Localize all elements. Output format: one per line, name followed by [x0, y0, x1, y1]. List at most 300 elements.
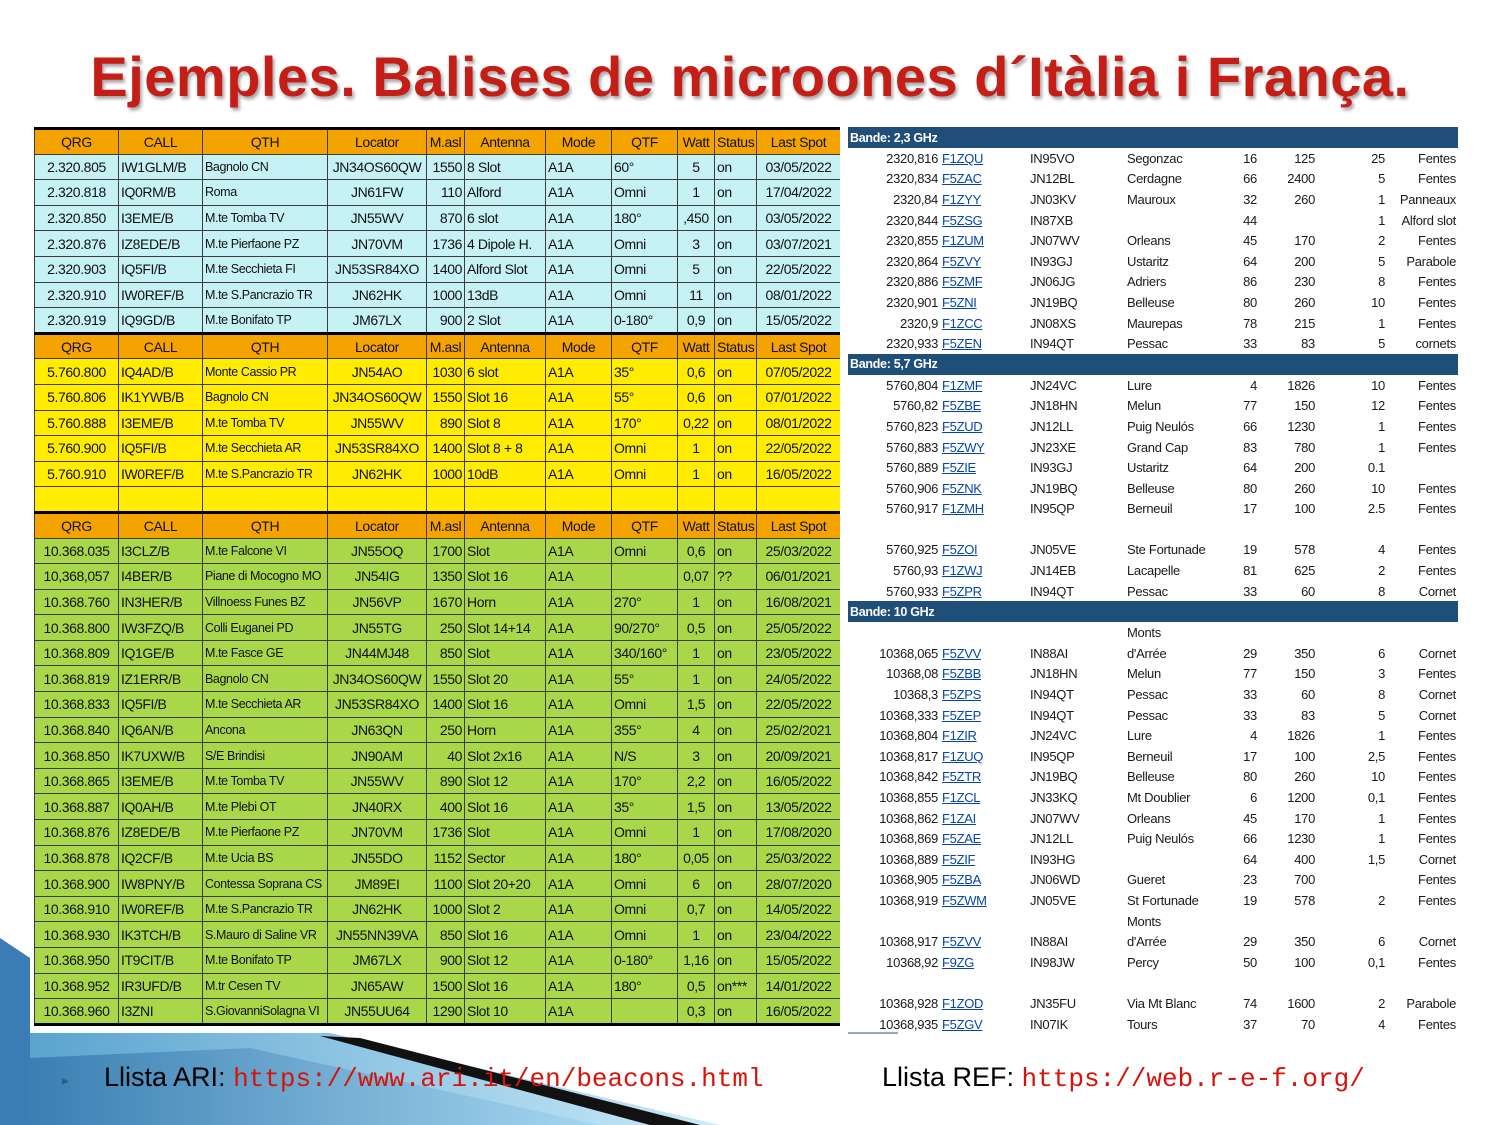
cell-callsign[interactable]: F1ZUM: [942, 233, 984, 249]
cell-qtf: 180°: [612, 845, 678, 871]
cell-callsign[interactable]: F1ZAI: [942, 810, 976, 826]
cell-qtf: N/S: [612, 743, 678, 769]
cell-qth: M.te S.Pancrazio TR: [203, 282, 328, 308]
cell-qrg: 10.368.910: [35, 896, 119, 922]
cell-locator: IN88AI: [1030, 645, 1068, 661]
cell-masl: 1000: [427, 282, 465, 308]
cell-watt: 11: [678, 282, 715, 308]
cell-callsign[interactable]: F5ZUD: [942, 418, 983, 434]
cell-masl: 1550: [427, 154, 465, 180]
cell-frequency: 5760,883: [886, 439, 938, 455]
cell-dept: 37: [1243, 1016, 1257, 1032]
cell-power: 10: [1371, 480, 1385, 496]
empty-cell: [612, 487, 678, 513]
cell-dept: 45: [1243, 233, 1257, 249]
italy-beacon-table-container: [34, 127, 840, 1040]
cell-last-spot: 28/07/2020: [757, 871, 841, 897]
cell-callsign[interactable]: F5ZAC: [942, 171, 982, 187]
cell-masl: 850: [427, 640, 465, 666]
cell-qtf: 60°: [612, 154, 678, 180]
column-header-locator: Locator: [328, 129, 427, 155]
cell-last-spot: 25/03/2022: [757, 538, 841, 564]
cell-qtf: Omni: [612, 231, 678, 257]
table-row: [848, 849, 1458, 870]
cell-dept: 74: [1243, 995, 1257, 1011]
cell-qrg: 10.368.850: [35, 743, 119, 769]
cell-qth: M.te Secchieta FI: [203, 256, 328, 282]
cell-locator: JN12LL: [1030, 831, 1074, 847]
cell-callsign[interactable]: F5ZAE: [942, 831, 981, 847]
cell-last-spot: 20/09/2021: [757, 743, 841, 769]
cell-qrg: 5.760.910: [35, 461, 119, 487]
column-header-antenna: Antenna: [465, 512, 546, 538]
cell-locator: [1028, 911, 1125, 932]
cell-callsign[interactable]: F9ZG: [942, 954, 975, 970]
cell-status: ??: [715, 564, 757, 590]
cell-watt: 3: [678, 231, 715, 257]
cell-call: IK3TCH/B: [119, 922, 203, 948]
table-row: [848, 416, 1458, 437]
cell-callsign[interactable]: F1ZYY: [942, 191, 981, 207]
cell-location: [1125, 849, 1229, 870]
cell-status: on: [715, 820, 757, 846]
cell-altitude: 578: [1294, 542, 1315, 558]
cell-antenna: Parabole: [1406, 253, 1456, 269]
table-row: [848, 993, 1458, 1014]
cell-locator: JN19BQ: [1030, 769, 1078, 785]
table-row: [848, 870, 1458, 891]
cell-dept: 16: [1243, 150, 1257, 166]
cell-status: on: [715, 282, 757, 308]
cell-last-spot: 03/07/2021: [757, 231, 841, 257]
cell-frequency: 2320,901: [886, 294, 938, 310]
cell-location: Melun: [1127, 666, 1161, 682]
cell-antenna: Cornet: [1418, 645, 1456, 661]
cell-power: 1: [1378, 418, 1385, 434]
cell-callsign[interactable]: F5ZEP: [942, 707, 981, 723]
cell-antenna: Fentes: [1418, 748, 1456, 764]
cell-callsign[interactable]: F5ZWY: [942, 439, 985, 455]
cell-qtf: 90/270°: [612, 615, 678, 641]
band-label: Bande: 5,7 GHz: [848, 354, 1458, 375]
cell-power: 3: [1378, 666, 1385, 682]
cell-locator: IN07IK: [1030, 1016, 1068, 1032]
italy-beacon-table: [34, 127, 840, 1026]
cell-masl: 1030: [427, 359, 465, 385]
column-header-call: CALL: [119, 333, 203, 359]
cell-locator: JN06WD: [1030, 872, 1081, 888]
cell-altitude: 260: [1294, 769, 1315, 785]
table-row: [848, 292, 1458, 313]
column-header-masl: M.asl: [427, 129, 465, 155]
cell-antenna: Slot 20+20: [465, 871, 546, 897]
table-row: [848, 148, 1458, 169]
table-row: [848, 499, 1458, 520]
cell-callsign[interactable]: F5ZBA: [942, 872, 981, 888]
cell-call: IZ8EDE/B: [119, 231, 203, 257]
table-row: [848, 890, 1458, 911]
cell-dept: 6: [1250, 790, 1257, 806]
cell-watt: 0,9: [678, 308, 715, 334]
cell-watt: 2,2: [678, 768, 715, 794]
band-label: Bande: 10 GHz: [848, 601, 1458, 622]
cell-callsign[interactable]: F5ZSG: [942, 212, 983, 228]
cell-qtf: Omni: [612, 282, 678, 308]
cell-watt: 1: [678, 666, 715, 692]
cell-callsign[interactable]: F5ZBE: [942, 398, 981, 414]
cell-qtf: Omni: [612, 538, 678, 564]
cell-mode: A1A: [546, 973, 612, 999]
cell-callsign[interactable]: F5ZBB: [942, 666, 981, 682]
cell-power: 12: [1371, 398, 1385, 414]
cell-callsign[interactable]: F1ZWJ: [942, 563, 983, 579]
cell-altitude: 260: [1294, 294, 1315, 310]
cell-locator: JN44MJ48: [328, 640, 427, 666]
cell-last-spot: 16/05/2022: [757, 461, 841, 487]
cell-altitude: 100: [1294, 501, 1315, 517]
cell-status: on: [715, 845, 757, 871]
cell-callsign[interactable]: F5ZVV: [942, 934, 981, 950]
table-header-row: [35, 512, 841, 538]
cell-qrg: 10.368.950: [35, 948, 119, 974]
cell-locator: [1028, 519, 1125, 540]
column-header-qtf: QTF: [612, 129, 678, 155]
cell-mode: A1A: [546, 564, 612, 590]
cell-locator: IN93GJ: [1030, 460, 1073, 476]
cell-antenna: cornets: [1415, 336, 1456, 352]
column-header-locator: Locator: [328, 512, 427, 538]
column-header-mode: Mode: [546, 512, 612, 538]
cell-status: on: [715, 538, 757, 564]
cell-frequency: 10368,855: [879, 790, 938, 806]
cell-antenna: Fentes: [1418, 1016, 1456, 1032]
cell-locator: JM67LX: [328, 948, 427, 974]
cell-qth: S.GiovanniSolagna VI: [203, 999, 328, 1025]
cell-frequency: 5760,906: [886, 480, 938, 496]
table-row: [35, 717, 841, 743]
cell-qrg: 10.368.840: [35, 717, 119, 743]
cell-status: on: [715, 231, 757, 257]
cell-power: [1317, 519, 1387, 540]
cell-locator: IN94QT: [1030, 687, 1074, 703]
cell-power: [1317, 870, 1387, 891]
cell-locator: JN62HK: [328, 461, 427, 487]
cell-qtf: 55°: [612, 384, 678, 410]
ari-link[interactable]: https://www.ari.it/en/beacons.html: [233, 1064, 764, 1094]
cell-frequency: 10368,919: [879, 892, 938, 908]
cell-dept: 44: [1243, 212, 1257, 228]
cell-power: 1: [1378, 810, 1385, 826]
cell-callsign[interactable]: F5ZVV: [942, 645, 981, 661]
cell-call: IW0REF/B: [119, 461, 203, 487]
table-row: [848, 251, 1458, 272]
cell-frequency: 2320,864: [886, 253, 938, 269]
cell-callsign[interactable]: F5ZMF: [942, 274, 983, 290]
table-row: [35, 205, 841, 231]
cell-qth: M.te S.Pancrazio TR: [203, 461, 328, 487]
cell-last-spot: 17/04/2022: [757, 180, 841, 206]
cell-antenna: Fentes: [1418, 769, 1456, 785]
column-header-masl: M.asl: [427, 333, 465, 359]
cell-last-spot: 03/05/2022: [757, 205, 841, 231]
cell-mode: A1A: [546, 768, 612, 794]
cell-altitude: 1826: [1287, 728, 1315, 744]
cell-dept: 77: [1243, 398, 1257, 414]
cell-masl: 1400: [427, 692, 465, 718]
table-row: [35, 256, 841, 282]
cell-callsign[interactable]: F5ZWM: [942, 892, 987, 908]
cell-status: on: [715, 461, 757, 487]
cell-antenna: [1387, 457, 1458, 478]
column-header-antenna: Antenna: [465, 333, 546, 359]
cell-callsign[interactable]: F5ZTR: [942, 769, 981, 785]
cell-callsign[interactable]: F5ZNI: [942, 294, 977, 310]
cell-call: I3ZNI: [119, 999, 203, 1025]
cell-locator: JN55DO: [328, 845, 427, 871]
cell-altitude: 170: [1294, 233, 1315, 249]
cell-antenna: [1387, 622, 1458, 643]
cell-last-spot: 14/05/2022: [757, 896, 841, 922]
cell-qtf: Omni: [612, 922, 678, 948]
table-row: [848, 622, 1458, 643]
cell-antenna: Horn: [465, 589, 546, 615]
cell-altitude: 2400: [1287, 171, 1315, 187]
cell-callsign[interactable]: F5ZGV: [942, 1016, 983, 1032]
cell-antenna: Fentes: [1418, 315, 1456, 331]
column-header-qth: QTH: [203, 129, 328, 155]
cell-masl: 1000: [427, 896, 465, 922]
cell-watt: 0,5: [678, 973, 715, 999]
cell-antenna: 4 Dipole H.: [465, 231, 546, 257]
table-row: [848, 230, 1458, 251]
cell-qrg: 2.320.903: [35, 256, 119, 282]
cell-locator: JN34OS60QW: [328, 154, 427, 180]
cell-qth: M.te Tomba TV: [203, 768, 328, 794]
cell-altitude: 100: [1294, 954, 1315, 970]
cell-qrg: 10.368.887: [35, 794, 119, 820]
cell-dept: 64: [1243, 851, 1257, 867]
ref-link[interactable]: https://web.r-e-f.org/: [1021, 1064, 1365, 1094]
cell-altitude: 70: [1301, 1016, 1315, 1032]
cell-qth: S/E Brindisi: [203, 743, 328, 769]
empty-row: [35, 487, 841, 513]
cell-antenna: Fentes: [1418, 294, 1456, 310]
cell-frequency: 5760,925: [886, 542, 938, 558]
cell-callsign[interactable]: F1ZCL: [942, 790, 981, 806]
column-header-call: CALL: [119, 129, 203, 155]
cell-callsign[interactable]: F1ZIR: [942, 728, 977, 744]
table-row: [35, 640, 841, 666]
cell-masl: 1736: [427, 231, 465, 257]
cell-locator: JN23XE: [1030, 439, 1076, 455]
cell-altitude: 260: [1294, 480, 1315, 496]
cell-callsign[interactable]: F1ZCC: [942, 315, 983, 331]
table-row: [848, 911, 1458, 932]
cell-power: 1: [1378, 212, 1385, 228]
cell-mode: A1A: [546, 282, 612, 308]
table-row: [848, 437, 1458, 458]
cell-dept: 78: [1243, 315, 1257, 331]
cell-antenna: Fentes: [1418, 439, 1456, 455]
cell-frequency: 5760,82: [893, 398, 938, 414]
cell-power: 1: [1378, 439, 1385, 455]
cell-callsign[interactable]: F1ZMF: [942, 377, 983, 393]
cell-callsign[interactable]: F5ZEN: [942, 336, 982, 352]
cell-mode: A1A: [546, 154, 612, 180]
cell-location: Ustaritz: [1127, 460, 1169, 476]
cell-locator: [1028, 973, 1125, 994]
cell-locator: JN53SR84XO: [328, 692, 427, 718]
cell-antenna: 13dB: [465, 282, 546, 308]
cell-last-spot: 25/03/2022: [757, 845, 841, 871]
cell-locator: IN95QP: [1030, 501, 1075, 517]
column-header-watt: Watt: [678, 333, 715, 359]
cell-last-spot: 22/05/2022: [757, 256, 841, 282]
cell-masl: 1000: [427, 461, 465, 487]
cell-watt: 0,3: [678, 999, 715, 1025]
cell-last-spot: 25/02/2021: [757, 717, 841, 743]
cell-callsign[interactable]: F5ZIE: [942, 460, 976, 476]
cell-antenna: Fentes: [1418, 831, 1456, 847]
cell-qrg: 10.368.800: [35, 615, 119, 641]
cell-power: 2: [1378, 233, 1385, 249]
cell-callsign[interactable]: F5ZPR: [942, 583, 982, 599]
cell-masl: 890: [427, 410, 465, 436]
cell-masl: 1100: [427, 871, 465, 897]
cell-callsign[interactable]: F1ZOD: [942, 995, 984, 1011]
cell-frequency: 10368,869: [879, 831, 938, 847]
cell-callsign[interactable]: F5ZNK: [942, 480, 982, 496]
cell-mode: A1A: [546, 692, 612, 718]
cell-callsign[interactable]: F5ZOI: [942, 542, 978, 558]
column-header-qth: QTH: [203, 512, 328, 538]
cell-location: Pessac: [1127, 687, 1168, 703]
cell-frequency: 10368,3: [893, 687, 938, 703]
cell-callsign[interactable]: F1ZUQ: [942, 748, 984, 764]
cell-altitude: [1259, 519, 1317, 540]
cell-altitude: 1826: [1287, 377, 1315, 393]
cell-last-spot: 17/08/2020: [757, 820, 841, 846]
cell-location: Berneuil: [1127, 501, 1173, 517]
cell-status: on: [715, 256, 757, 282]
cell-qtf: Omni: [612, 871, 678, 897]
cell-antenna: Slot 16: [465, 384, 546, 410]
cell-status: on***: [715, 973, 757, 999]
cell-frequency: 10368,917: [879, 934, 938, 950]
cell-power: [1317, 973, 1387, 994]
cell-location: Pessac: [1127, 583, 1168, 599]
cell-call: IZ1ERR/B: [119, 666, 203, 692]
cell-masl: 890: [427, 768, 465, 794]
cell-antenna: Fentes: [1418, 563, 1456, 579]
cell-call: IW3FZQ/B: [119, 615, 203, 641]
cell-location: Puig Neulós: [1127, 418, 1194, 434]
cell-callsign[interactable]: F1ZQU: [942, 150, 984, 166]
cell-antenna: Slot 12: [465, 768, 546, 794]
cell-mode: A1A: [546, 922, 612, 948]
cell-qrg: 10.368.819: [35, 666, 119, 692]
cell-location: Via Mt Blanc: [1127, 995, 1197, 1011]
cell-power: [1317, 911, 1387, 932]
cell-power: 1: [1378, 315, 1385, 331]
cell-last-spot: 15/05/2022: [757, 948, 841, 974]
cell-antenna: Fentes: [1418, 274, 1456, 290]
footer-ari-label: Llista ARI:: [104, 1062, 234, 1092]
cell-callsign[interactable]: F5ZVY: [942, 253, 981, 269]
cell-qrg: 2.320.919: [35, 308, 119, 334]
cell-frequency: 10368,905: [879, 872, 938, 888]
cell-power: 8: [1378, 274, 1385, 290]
cell-masl: 1290: [427, 999, 465, 1025]
france-beacon-table: [848, 127, 1458, 1032]
cell-power: [1317, 622, 1387, 643]
cell-callsign[interactable]: F5ZPS: [942, 687, 981, 703]
cell-watt: 1: [678, 820, 715, 846]
cell-callsign[interactable]: F1ZMH: [942, 501, 984, 517]
table-row: [848, 746, 1458, 767]
cell-call: IK1YWB/B: [119, 384, 203, 410]
cell-qrg: 5.760.888: [35, 410, 119, 436]
cell-altitude: 350: [1294, 934, 1315, 950]
cell-qth: Piane di Mocogno MO: [203, 564, 328, 590]
cell-last-spot: 16/05/2022: [757, 768, 841, 794]
band-header-row: [848, 127, 1458, 148]
table-row: [848, 808, 1458, 829]
cell-callsign[interactable]: F5ZIF: [942, 851, 976, 867]
empty-cell: [757, 487, 841, 513]
cell-locator: JN05VE: [1030, 892, 1076, 908]
cell-frequency: 10368,889: [879, 851, 938, 867]
cell-location: Adriers: [1127, 274, 1167, 290]
cell-status: on: [715, 692, 757, 718]
cell-antenna: Fentes: [1418, 480, 1456, 496]
cell-locator: JN12LL: [1030, 418, 1074, 434]
cell-watt: 0,5: [678, 615, 715, 641]
cell-status: on: [715, 384, 757, 410]
cell-mode: A1A: [546, 948, 612, 974]
cell-call: I3EME/B: [119, 768, 203, 794]
table-row: [848, 643, 1458, 664]
cell-locator: JN33KQ: [1030, 790, 1078, 806]
cell-status: on: [715, 359, 757, 385]
table-row: [848, 375, 1458, 396]
cell-antenna: Fentes: [1418, 790, 1456, 806]
cell-qtf: Omni: [612, 436, 678, 462]
cell-qth: Bagnolo CN: [203, 154, 328, 180]
cell-frequency: 10368,92: [886, 954, 938, 970]
empty-cell: [678, 487, 715, 513]
cell-status: on: [715, 948, 757, 974]
table-row: [35, 154, 841, 180]
cell-locator: JN70VM: [328, 820, 427, 846]
cell-mode: A1A: [546, 384, 612, 410]
cell-altitude: 400: [1294, 851, 1315, 867]
cell-power: 8: [1378, 687, 1385, 703]
cell-masl: 900: [427, 308, 465, 334]
cell-qth: M.te Fasce GE: [203, 640, 328, 666]
cell-antenna: Slot: [465, 820, 546, 846]
column-header-masl: M.asl: [427, 512, 465, 538]
cell-frequency: 10368,065: [879, 645, 938, 661]
cell-qth: M.te Pierfaone PZ: [203, 231, 328, 257]
cell-location: Puig Neulós: [1127, 831, 1194, 847]
cell-frequency: 10368,333: [879, 707, 938, 723]
cell-antenna: Slot 2: [465, 896, 546, 922]
cell-mode: A1A: [546, 845, 612, 871]
cell-status: on: [715, 768, 757, 794]
cell-last-spot: 03/05/2022: [757, 154, 841, 180]
cell-qtf: 35°: [612, 359, 678, 385]
